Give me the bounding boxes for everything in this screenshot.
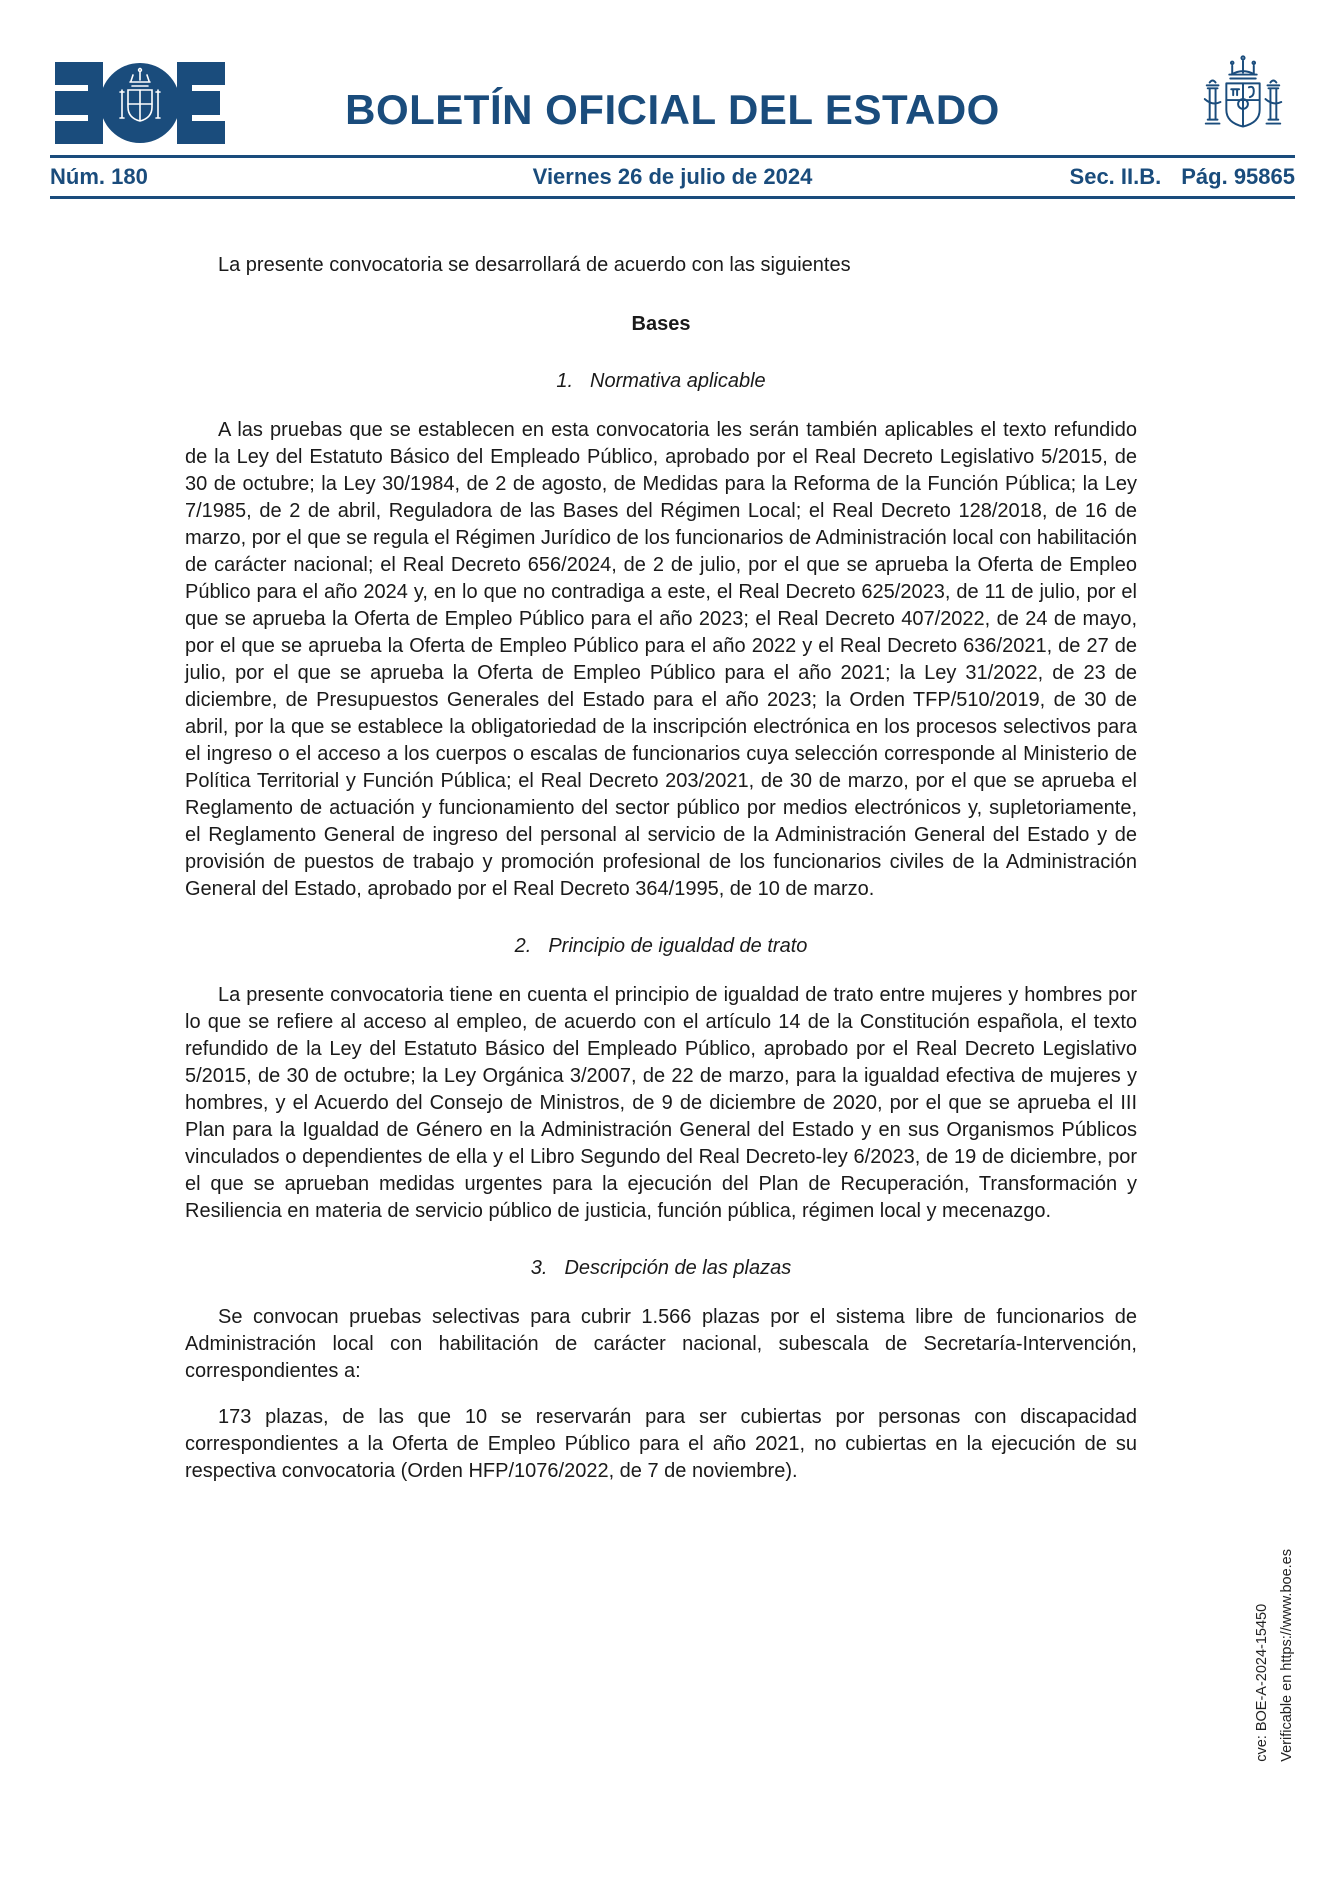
section-label: Sec. II.B. xyxy=(1069,164,1162,189)
section-number: 3. xyxy=(530,1257,548,1279)
intro-paragraph: La presente convocatoria se desarrollará de acuerdo con las siguientes xyxy=(218,254,851,276)
masthead-title: BOLETÍN OFICIAL DEL ESTADO xyxy=(345,86,1000,133)
spain-coat-of-arms-icon xyxy=(1193,54,1293,152)
paragraph: Se convocan pruebas selectivas para cubrir 1.566 plazas por el sistema libre de funcionarios de Administración local con habilitación de carácter nacional, subescala de Secretaría-Intervención, correspondientes a: xyxy=(185,1306,1137,1382)
section-number: 1. xyxy=(556,370,574,392)
section-and-page xyxy=(906,164,1295,190)
paragraph: A las pruebas que se establecen en esta convocatoria les serán también aplicables el texto refundido de la Ley del Estatuto Básico del Empleado Público, aprobado por el Real Decreto Legislativo 5/2015, de 30 de octubre; la Ley 30/1984, de 2 de agosto, de Medidas para la Reforma de la Función Pública; la Ley 7/1985, de 2 de abril, Reguladora de las Bases del Régimen Local; el Real Decreto 128/2018, de 16 de marzo, por el que se regula el Régimen Jurídico de los funcionarios de Administración local con habilitación de carácter nacional; el Real Decreto 656/2024, de 2 de julio, por el que se aprueba la Oferta de Empleo Público para el año 2024 y, en lo que no contradiga a este, el Real Decreto 625/2023, de 11 de julio, por el que se aprueba la Oferta de Empleo Público para el año 2023; el Real Decreto 407/2022, de 24 de mayo, por el que se aprueba la Oferta de Empleo Público para el año 2022 y el Real Decreto 636/2021, de 27 de julio, por el que se aprueba la Oferta de Empleo Público para el año 2021; la Ley 31/2022, de 23 de diciembre, de Presupuestos Generales del Estado para el año 2023; la Orden TFP/510/2019, de 30 de abril, por la que se establece la obligatoriedad de la inscripción electrónica en los procesos selectivos para el ingreso o el acceso a los cuerpos o escalas de funcionarios cuya selección corresponde al Ministerio de Política Territorial y Función Pública; el Real Decreto 203/2021, de 30 de marzo, por el que se aprueba el Reglamento de actuación y funcionamiento del sector público por medios electrónicos y, supletoriamente, el Reglamento General de ingreso del personal al servicio de la Administración General del Estado y de provisión de puestos de trabajo y promoción profesional de los funcionarios civiles de la Administración General del Estado, aprobado por el Real Decreto 364/1995, de 10 de marzo. xyxy=(185,419,1137,900)
page-label: Pág. 95865 xyxy=(1181,164,1295,189)
cve-code: cve: BOE-A-2024-15450 xyxy=(1254,1604,1271,1762)
verification-note: Verificable en https://www.boe.es xyxy=(1279,1549,1296,1762)
section-heading-3 xyxy=(185,1255,1137,1282)
cve-strip xyxy=(1250,1549,1300,1762)
masthead xyxy=(50,58,1295,158)
meta-band xyxy=(50,155,1295,199)
section-title: Descripción de las plazas xyxy=(564,1257,792,1279)
section-title: Normativa aplicable xyxy=(590,370,766,392)
paragraph: 173 plazas, de las que 10 se reservarán para ser cubiertas por personas con discapacidad correspondientes a la Oferta de Empleo Público para el año 2021, no cubiertas en la ejecución de su respectiva convocatoria (Orden HFP/1076/2022, de 7 de noviembre). xyxy=(185,1406,1137,1482)
issue-date: Viernes 26 de julio de 2024 xyxy=(532,164,813,189)
document-body xyxy=(185,252,1137,1504)
issue-number: Núm. 180 xyxy=(50,164,148,189)
bases-heading: Bases xyxy=(631,313,691,335)
section-title: Principio de igualdad de trato xyxy=(548,935,808,957)
section-heading-1 xyxy=(185,368,1137,395)
section-number: 2. xyxy=(514,935,532,957)
section-heading-2 xyxy=(185,933,1137,960)
paragraph: La presente convocatoria tiene en cuenta el principio de igualdad de trato entre mujeres y hombres por lo que se refiere al acceso al empleo, de acuerdo con el artículo 14 de la Constitución española, el texto refundido de la Ley del Estatuto Básico del Empleado Público, aprobado por el Real Decreto Legislativo 5/2015, de 30 de octubre; la Ley Orgánica 3/2007, de 22 de marzo, para la igualdad efectiva de mujeres y hombres, y el Acuerdo del Consejo de Ministros, de 9 de diciembre de 2020, por el que se aprueba el III Plan para la Igualdad de Género en la Administración General del Estado y en sus Organismos Públicos vinculados o dependientes de ella y el Libro Segundo del Real Decreto-ley 6/2023, de 19 de diciembre, por el que se aprueban medidas urgentes para la ejecución del Plan de Recuperación, Transformación y Resiliencia en materia de servicio público de justicia, función pública, régimen local y mecenazgo. xyxy=(185,984,1137,1222)
